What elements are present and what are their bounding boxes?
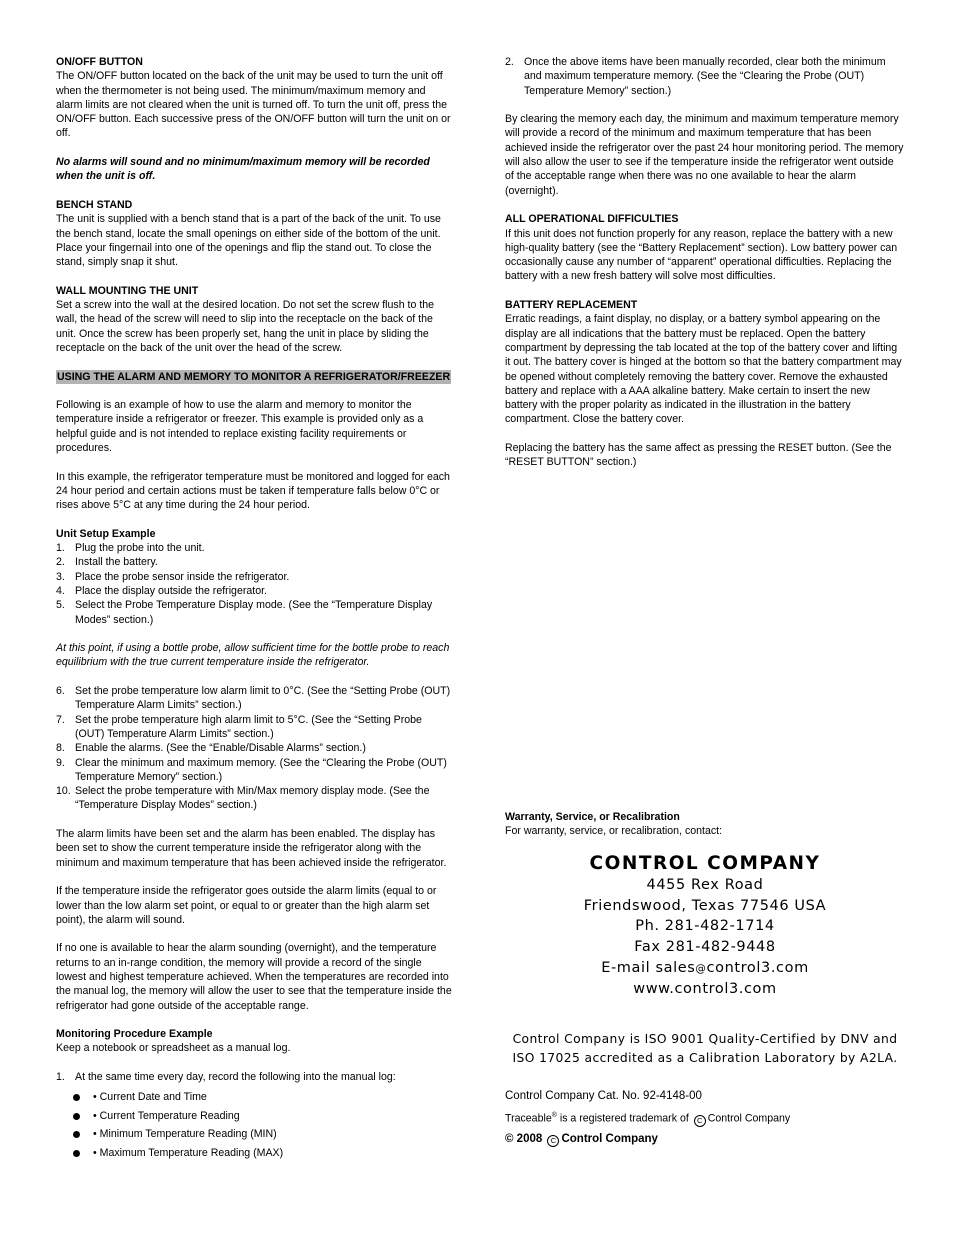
difficulties-heading: ALL OPERATIONAL DIFFICULTIES xyxy=(505,213,679,226)
list-item: 2. Install the battery. xyxy=(56,556,158,569)
onoff-heading: ON/OFF BUTTON xyxy=(56,56,143,68)
list-item: 7. Set the probe temperature high alarm limit to 5°C. (See the “Setting Probe (OUT) Temperature Alarm Limits” section.) xyxy=(56,713,422,740)
setup-heading: Unit Setup Example xyxy=(56,527,156,540)
bullet-item: • Maximum Temperature Reading (MAX) xyxy=(56,1144,454,1163)
copyright-line: © 2008 C Control Company xyxy=(505,1132,658,1145)
catalog-number: Control Company Cat. No. 92-4148-00 xyxy=(505,1090,702,1103)
setup-steps-2 xyxy=(56,684,454,813)
monitoring-steps xyxy=(56,1070,454,1084)
monitoring-intro: Keep a notebook or spreadsheet as a manual log. xyxy=(56,1042,291,1055)
fridge-example: In this example, the refrigerator temperature must be monitored and logged for each 24 hour period and certain actions must be taken if temperature falls below 0°C or rises above 5°C at any time during the 24 hour period. xyxy=(56,470,450,512)
setup-para-2: If the temperature inside the refrigerator goes outside the alarm limits (equal to or lower than the low alarm set point, or equal to or greater than the high alarm set point), the alarm will sound. xyxy=(56,885,437,926)
bullet-item: • Minimum Temperature Reading (MIN) xyxy=(56,1125,454,1144)
list-item: 1. Plug the probe into the unit. xyxy=(56,542,205,555)
battery-reset-note: Replacing the battery has the same affect as pressing the RESET button. (See the “RESET BUTTON” section.) xyxy=(505,442,892,469)
memory-paragraph: By clearing the memory each day, the minimum and maximum temperature memory will provide a record of the minimum and maximum temperature that has been achieved inside the refrigerator over the past 24 hour monitoring period. The memory will also allow the user to see if the temperature inside the refrigerator went outside of the acceptable range when there was no one available to hear the alarm (overnight). xyxy=(505,113,904,197)
fridge-heading: USING THE ALARM AND MEMORY TO MONITOR A REFRIGERATOR/FREEZER xyxy=(57,370,451,383)
setup-para-3: If no one is available to hear the alarm sounding (overnight), and the temperature returns to an in-range condition, the memory will provide a record of the single lowest and highest temperature achieved. When the temperatures are recorded into the manual log, the memory will allow the user to see that the temperature inside the refrigerator had gone outside of the acceptable range. xyxy=(56,942,452,1012)
list-item: 6. Set the probe temperature low alarm limit to 0°C. (See the “Setting Probe (OUT) Temperature Alarm Limits” section.) xyxy=(56,685,451,712)
wall-body: Set a screw into the wall at the desired location. Do not set the screw flush to the wall, the head of the screw will need to slip into the receptacle on the back of the unit. Once the screw has been properly set, hang the unit in place by sliding the receptacle on the back of the unit over the head of the screw. xyxy=(56,299,435,354)
company-name: CONTROL COMPANY xyxy=(589,852,821,874)
list-item: 10. Select the probe temperature with Min/Max memory display mode. (See the “Temperature Display Modes” section.) xyxy=(56,785,430,812)
company-fax: Fax 281-482-9448 xyxy=(634,939,776,955)
monitoring-heading: Monitoring Procedure Example xyxy=(56,1028,213,1041)
setup-steps-1 xyxy=(56,541,454,627)
bullet-item: • Current Temperature Reading xyxy=(56,1107,454,1126)
list-item: 8. Enable the alarms. (See the “Enable/Disable Alarms” section.) xyxy=(56,742,366,755)
right-column xyxy=(505,55,905,484)
copyright-c-icon: C xyxy=(694,1115,706,1127)
company-phone: Ph. 281-482-1714 xyxy=(635,918,775,935)
setup-note: At this point, if using a bottle probe, allow sufficient time for the bottle probe to reach equilibrium with the true current temperature inside the refrigerator. xyxy=(56,642,450,669)
bullet-item: • Current Date and Time xyxy=(56,1088,454,1107)
battery-body: Erratic readings, a faint display, no display, or a battery symbol appearing on the display are all indications that the battery must be replaced. Open the battery compartment by depressing the tab located at the top of the battery cover and lifting it out. The battery cover is hinged at the bottom so that the battery compartment may be opened without completely removing the battery cover. Remove the exhausted battery and replace with a AAA alkaline battery. Make certain to insert the new battery with the proper polarity as indicated in the illustration in the battery compartment. Close the battery cover. xyxy=(505,313,902,426)
wall-heading: WALL MOUNTING THE UNIT xyxy=(56,284,199,297)
left-column xyxy=(56,55,454,1162)
company-email[interactable]: E-mail sales@control3.com xyxy=(601,959,809,976)
fridge-intro: Following is an example of how to use the alarm and memory to monitor the temperature inside a refrigerator or freezer. This example is provided only as a helpful guide and is not intended to replace existing facility requirements or procedures. xyxy=(56,399,424,455)
warranty-heading: Warranty, Service, or Recalibration xyxy=(505,811,680,823)
monitoring-bullets xyxy=(56,1088,454,1162)
company-address: 4455 Rex Road xyxy=(646,876,764,893)
trademark-line: Traceable® is a registered trademark of C Control Company xyxy=(505,1112,791,1125)
company-city: Friendswood, Texas 77546 USA xyxy=(583,897,827,914)
company-website[interactable]: www.control3.com xyxy=(633,981,777,998)
list-item: 9. Clear the minimum and maximum memory. (See the “Clearing the Probe (OUT) Temperature Memory” section.) xyxy=(56,756,447,783)
difficulties-body: If this unit does not function properly for any reason, replace the battery with a new high-quality battery (see the “Battery Replacement” section). Low battery power can occasionally cause any number of “apparent” operational difficulties. Replacing the battery with a new fresh battery will solve most difficulties. xyxy=(505,227,898,283)
bench-heading: BENCH STAND xyxy=(56,198,133,211)
warranty-body: For warranty, service, or recalibration, contact: xyxy=(505,825,723,838)
list-item: 1. At the same time every day, record the following into the manual log: xyxy=(56,1071,396,1084)
contact-block xyxy=(505,810,905,1149)
company-address-block xyxy=(505,853,905,1000)
onoff-note: No alarms will sound and no minimum/maximum memory will be recorded when the unit is off. xyxy=(56,156,430,183)
list-item: 2. Once the above items have been manually recorded, clear both the minimum and maximum temperature memory. (See the “Clearing the Probe (OUT) Temperature Memory” section.) xyxy=(505,56,886,97)
list-item: 4. Place the display outside the refrigerator. xyxy=(56,584,267,597)
bench-body: The unit is supplied with a bench stand that is a part of the back of the unit. To use the bench stand, locate the small openings on either side of the bottom of the unit. Place your fingernail into one of the openings and flip the stand out. To close the stand, simply snap it shut. xyxy=(56,213,441,269)
list-item: 5. Select the Probe Temperature Display mode. (See the “Temperature Display Modes” section.) xyxy=(56,599,433,626)
list-item: 3. Place the probe sensor inside the refrigerator. xyxy=(56,570,290,583)
copyright-c-icon: C xyxy=(547,1135,559,1147)
onoff-body: The ON/OFF button located on the back of the unit may be used to turn the unit off when the thermometer is not being used. The minimum/maximum memory and alarm limits are not cleared when the unit is turned off. To turn the unit off, press the ON/OFF button. Each successive press of the ON/OFF button will turn the unit on or off. xyxy=(56,70,451,140)
setup-para-1: The alarm limits have been set and the alarm has been enabled. The display has been set to show the current temperature inside the refrigerator along with the minimum and maximum temperature that has been achieved inside the refrigerator. xyxy=(56,828,447,869)
iso-statement: Control Company is ISO 9001 Quality-Certified by DNV and ISO 17025 accredited as a Calibration Laboratory by A2LA. xyxy=(512,1032,898,1065)
monitoring-step-2 xyxy=(505,55,905,98)
battery-heading: BATTERY REPLACEMENT xyxy=(505,299,638,312)
